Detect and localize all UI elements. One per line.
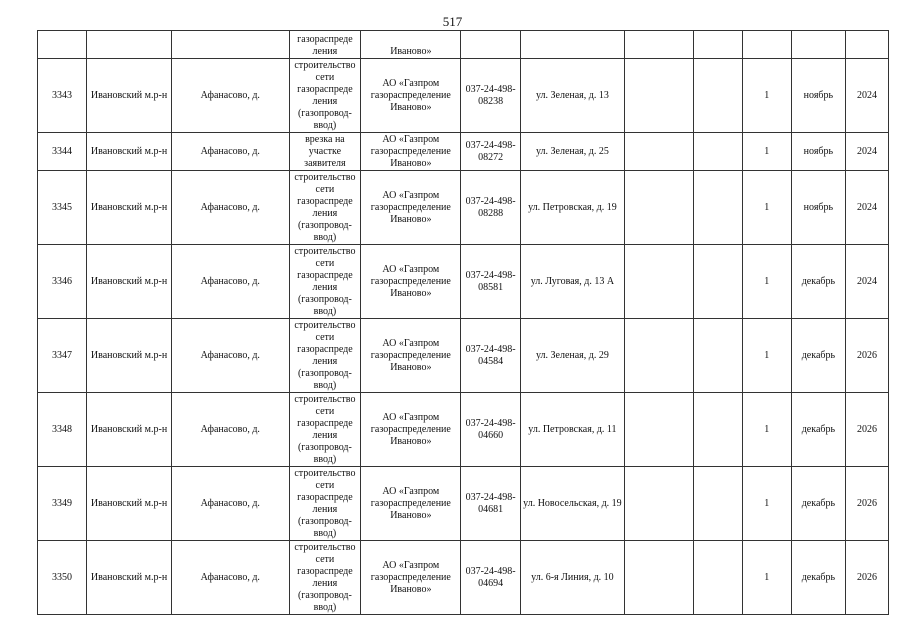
cell-quantity: 1 <box>742 319 791 393</box>
cell-quantity: 1 <box>742 467 791 541</box>
cell-quantity <box>742 31 791 59</box>
cell-extra1 <box>625 171 694 245</box>
cell-year <box>845 31 888 59</box>
cell-organization: АО «Газпром газораспределение Иваново» <box>361 171 461 245</box>
cell-work-type: врезка на участке заявителя <box>289 133 361 171</box>
cell-organization: АО «Газпром газораспределение Иваново» <box>361 541 461 615</box>
cell-month: декабрь <box>791 245 845 319</box>
cell-num: 3348 <box>38 393 87 467</box>
cell-address: ул. Новосельская, д. 19 <box>520 467 624 541</box>
cell-num: 3343 <box>38 59 87 133</box>
cell-organization: АО «Газпром газораспределение Иваново» <box>361 133 461 171</box>
cell-district: Ивановский м.р-н <box>87 541 172 615</box>
cell-code: 037-24-498-08581 <box>461 245 520 319</box>
cell-num: 3346 <box>38 245 87 319</box>
cell-extra2 <box>693 319 742 393</box>
cell-address: ул. Зеленая, д. 25 <box>520 133 624 171</box>
cell-extra2 <box>693 541 742 615</box>
cell-work-type: строительство сети газораспреде ления (газопровод-ввод) <box>289 245 361 319</box>
cell-code: 037-24-498-08288 <box>461 171 520 245</box>
cell-month: декабрь <box>791 467 845 541</box>
cell-address <box>520 31 624 59</box>
cell-address: ул. 6-я Линия, д. 10 <box>520 541 624 615</box>
cell-settlement: Афанасово, д. <box>171 245 289 319</box>
cell-district: Ивановский м.р-н <box>87 319 172 393</box>
cell-address: ул. Луговая, д. 13 А <box>520 245 624 319</box>
cell-address: ул. Петровская, д. 19 <box>520 171 624 245</box>
cell-district <box>87 31 172 59</box>
cell-work-type: строительство сети газораспреде ления (газопровод-ввод) <box>289 393 361 467</box>
cell-month: декабрь <box>791 319 845 393</box>
cell-organization: АО «Газпром газораспределение Иваново» <box>361 59 461 133</box>
cell-settlement: Афанасово, д. <box>171 171 289 245</box>
cell-extra2 <box>693 59 742 133</box>
cell-quantity: 1 <box>742 245 791 319</box>
table-row <box>38 133 889 171</box>
cell-num: 3347 <box>38 319 87 393</box>
cell-month: ноябрь <box>791 133 845 171</box>
cell-year: 2026 <box>845 393 888 467</box>
cell-year: 2024 <box>845 171 888 245</box>
cell-district: Ивановский м.р-н <box>87 245 172 319</box>
cell-work-type: строительство сети газораспреде ления (газопровод-ввод) <box>289 467 361 541</box>
cell-extra1 <box>625 31 694 59</box>
cell-year: 2026 <box>845 467 888 541</box>
cell-quantity: 1 <box>742 541 791 615</box>
cell-address: ул. Зеленая, д. 13 <box>520 59 624 133</box>
cell-month: ноябрь <box>791 171 845 245</box>
cell-work-type: строительство сети газораспреде ления (газопровод-ввод) <box>289 171 361 245</box>
cell-extra2 <box>693 245 742 319</box>
cell-extra2 <box>693 467 742 541</box>
cell-settlement: Афанасово, д. <box>171 319 289 393</box>
table-row <box>38 541 889 615</box>
cell-organization: АО «Газпром газораспределение Иваново» <box>361 393 461 467</box>
table-row <box>38 59 889 133</box>
registry-body <box>38 31 889 615</box>
cell-organization: АО «Газпром газораспределение Иваново» <box>361 319 461 393</box>
cell-extra1 <box>625 59 694 133</box>
cell-work-type: строительство сети газораспреде ления (газопровод-ввод) <box>289 541 361 615</box>
cell-settlement: Афанасово, д. <box>171 467 289 541</box>
cell-month: декабрь <box>791 541 845 615</box>
page-number: 517 <box>442 14 463 29</box>
cell-num: 3344 <box>38 133 87 171</box>
cell-month <box>791 31 845 59</box>
cell-extra1 <box>625 133 694 171</box>
table-row <box>38 467 889 541</box>
cell-work-type: строительство сети газораспреде ления (газопровод-ввод) <box>289 59 361 133</box>
cell-extra1 <box>625 245 694 319</box>
cell-organization: АО «Газпром газораспределение Иваново» <box>361 467 461 541</box>
cell-extra2 <box>693 31 742 59</box>
cell-settlement: Афанасово, д. <box>171 59 289 133</box>
cell-district: Ивановский м.р-н <box>87 133 172 171</box>
cell-code: 037-24-498-08272 <box>461 133 520 171</box>
cell-num: 3345 <box>38 171 87 245</box>
cell-address: ул. Петровская, д. 11 <box>520 393 624 467</box>
cell-extra1 <box>625 319 694 393</box>
cell-month: декабрь <box>791 393 845 467</box>
cell-settlement <box>171 31 289 59</box>
cell-district: Ивановский м.р-н <box>87 59 172 133</box>
cell-code <box>461 31 520 59</box>
cell-quantity: 1 <box>742 393 791 467</box>
cell-num <box>38 31 87 59</box>
cell-quantity: 1 <box>742 133 791 171</box>
cell-code: 037-24-498-04681 <box>461 467 520 541</box>
cell-year: 2024 <box>845 59 888 133</box>
cell-year: 2024 <box>845 245 888 319</box>
cell-extra2 <box>693 171 742 245</box>
cell-month: ноябрь <box>791 59 845 133</box>
cell-code: 037-24-498-08238 <box>461 59 520 133</box>
registry-table <box>37 30 889 615</box>
cell-year: 2026 <box>845 319 888 393</box>
cell-num: 3349 <box>38 467 87 541</box>
table-row-continued <box>38 31 889 59</box>
cell-address: ул. Зеленая, д. 29 <box>520 319 624 393</box>
cell-quantity: 1 <box>742 171 791 245</box>
cell-district: Ивановский м.р-н <box>87 467 172 541</box>
cell-work-type: газораспреде ления <box>289 31 361 59</box>
cell-code: 037-24-498-04584 <box>461 319 520 393</box>
cell-year: 2024 <box>845 133 888 171</box>
cell-extra2 <box>693 393 742 467</box>
cell-extra1 <box>625 541 694 615</box>
cell-settlement: Афанасово, д. <box>171 393 289 467</box>
cell-settlement: Афанасово, д. <box>171 133 289 171</box>
cell-district: Ивановский м.р-н <box>87 393 172 467</box>
table-row <box>38 319 889 393</box>
cell-work-type: строительство сети газораспреде ления (газопровод-ввод) <box>289 319 361 393</box>
table-row <box>38 393 889 467</box>
cell-code: 037-24-498-04694 <box>461 541 520 615</box>
cell-code: 037-24-498-04660 <box>461 393 520 467</box>
cell-organization: АО «Газпром газораспределение Иваново» <box>361 245 461 319</box>
cell-year: 2026 <box>845 541 888 615</box>
cell-district: Ивановский м.р-н <box>87 171 172 245</box>
cell-num: 3350 <box>38 541 87 615</box>
cell-organization: Иваново» <box>361 31 461 59</box>
cell-extra2 <box>693 133 742 171</box>
table-row <box>38 171 889 245</box>
cell-settlement: Афанасово, д. <box>171 541 289 615</box>
cell-quantity: 1 <box>742 59 791 133</box>
cell-extra1 <box>625 393 694 467</box>
table-row <box>38 245 889 319</box>
cell-extra1 <box>625 467 694 541</box>
